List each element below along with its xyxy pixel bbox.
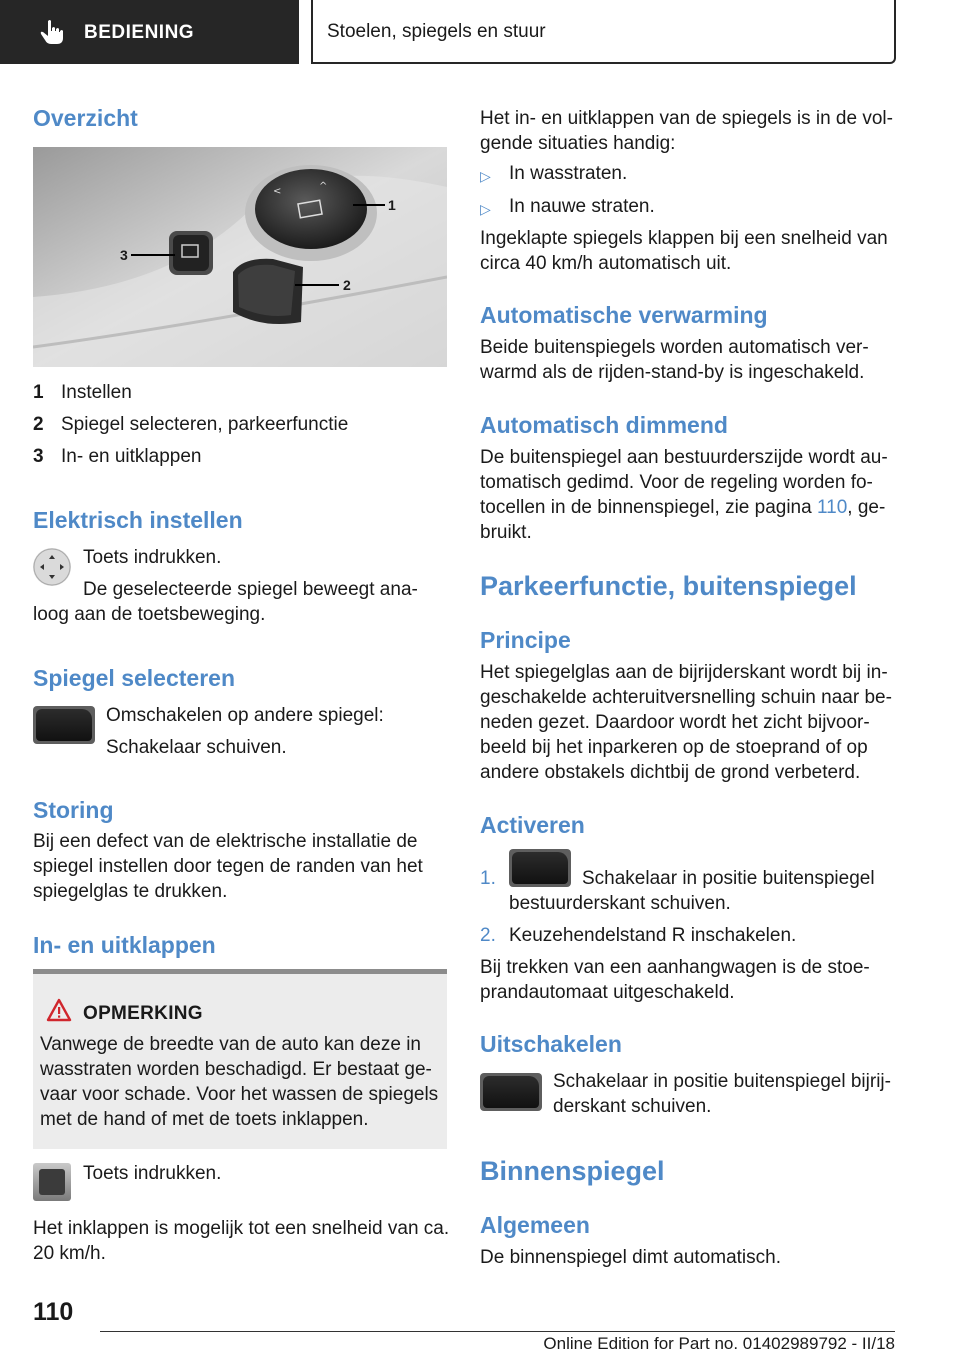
- text-trailer: Bij trekken van een aanhangwagen is de stoe-: [480, 957, 870, 978]
- chapter-title: Stoelen, spiegels en stuur: [327, 20, 546, 42]
- text-slide-switch: Schakelaar schuiven.: [106, 737, 287, 758]
- legend-number: 1: [33, 382, 44, 403]
- photo-callout-2: 2: [343, 277, 351, 293]
- text-principle: geschakelde achteruitversnelling schuin naar be-: [480, 687, 892, 708]
- text-dimming: bruikt.: [480, 522, 532, 543]
- text-principle: neden gezet. Daardoor wordt het zicht bijvoor-: [480, 712, 870, 733]
- notice-line: vaar voor schade. Voor het wassen de spiegels: [40, 1084, 439, 1105]
- warning-triangle-icon: [46, 998, 72, 1022]
- photo-callout-1: 1: [388, 197, 396, 213]
- text-switch-mirror: Omschakelen op andere spiegel:: [106, 705, 384, 726]
- mirror-joystick-icon: [33, 548, 71, 586]
- text-intro: Het in- en uitklappen van de spiegels is in de vol-: [480, 108, 893, 129]
- step-number: 1.: [480, 868, 496, 889]
- text-fold-back: circa 40 km/h automatisch uit.: [480, 253, 732, 274]
- text-heating: Beide buitenspiegels worden automatisch ver-: [480, 337, 869, 358]
- text-dimming-part: tocellen in de binnenspiegel, zie pagina: [480, 497, 817, 518]
- step-text: Keuzehendelstand R inschakelen.: [509, 925, 797, 946]
- text-press-button: Toets indrukken.: [83, 547, 222, 568]
- notice-line: met de hand of met de toets inklappen.: [40, 1109, 369, 1130]
- text-trailer: prandautomaat uitgeschakeld.: [480, 982, 735, 1003]
- svg-text:^: ^: [319, 181, 328, 192]
- text-principle: andere obstakels dichtbij de grond verbeterd.: [480, 762, 861, 783]
- mirror-switch-icon: [33, 706, 95, 744]
- text-deactivate: Schakelaar in positie buitenspiegel bijrij-: [553, 1071, 891, 1092]
- mirror-switch-icon: [509, 849, 571, 887]
- fold-mirror-button-icon: [33, 1163, 71, 1201]
- text-general: De binnenspiegel dimt automatisch.: [480, 1247, 782, 1268]
- text-dimming: [480, 495, 885, 520]
- text-mirror-moves-cont: loog aan de toetsbeweging.: [33, 604, 266, 625]
- page-link[interactable]: 110: [816, 497, 848, 518]
- bullet-text: In wasstraten.: [509, 163, 628, 184]
- heading-dimming: Automatisch dimmend: [480, 412, 728, 438]
- heading-principle: Principe: [480, 627, 571, 653]
- heading-overview: Overzicht: [33, 105, 138, 131]
- text-dimming: tomatisch gedimd. Voor de regeling worden fo-: [480, 472, 873, 493]
- step-text: bestuurderskant schuiven.: [509, 893, 731, 914]
- mirror-switch-icon: [480, 1073, 542, 1111]
- mirror-control-photo: [33, 147, 447, 367]
- notice-body: [40, 1032, 440, 1132]
- notice-title: OPMERKING: [83, 1003, 203, 1024]
- text-dimming: De buitenspiegel aan bestuurderszijde wordt au-: [480, 447, 888, 468]
- text-fault: Bij een defect van de elektrische installatie de: [33, 831, 418, 852]
- footer-edition: Online Edition for Part no. 01402989792 - II/18: [543, 1334, 895, 1353]
- heading-general: Algemeen: [480, 1212, 590, 1238]
- legend-number: 3: [33, 446, 44, 467]
- legend-text: In- en uitklappen: [61, 446, 202, 467]
- bullet-triangle-icon: ▷: [480, 201, 491, 217]
- notice-line: wasstraten worden beschadigd. Er bestaat ge-: [40, 1059, 432, 1080]
- header-chapter: [311, 0, 896, 64]
- photo-callout-3: 3: [120, 247, 128, 263]
- legend-number: 2: [33, 414, 44, 435]
- legend-text: Spiegel selecteren, parkeerfunctie: [61, 414, 349, 435]
- heading-select-mirror: Spiegel selecteren: [33, 665, 235, 691]
- section-label: BEDIENING: [84, 21, 195, 43]
- heading-activate: Activeren: [480, 812, 585, 838]
- heading-fault: Storing: [33, 797, 114, 823]
- step-text: Schakelaar in positie buitenspiegel: [582, 868, 875, 889]
- bullet-triangle-icon: ▷: [480, 168, 491, 184]
- text-heating: warmd als de rijden-stand-by is ingeschakeld.: [480, 362, 865, 383]
- header-section-tab: [0, 0, 299, 64]
- text-dimming-part: , ge-: [847, 497, 886, 518]
- bullet-text: In nauwe straten.: [509, 196, 655, 217]
- svg-text:<: <: [273, 186, 282, 197]
- text-mirror-moves: De geselecteerde spiegel beweegt ana-: [83, 579, 418, 600]
- page-number: 110: [33, 1298, 74, 1326]
- step-number: 2.: [480, 925, 496, 946]
- text-deactivate: derskant schuiven.: [553, 1096, 712, 1117]
- text-principle: beeld bij het inparkeren op de stoeprand of op: [480, 737, 868, 758]
- text-fold-press: Toets indrukken.: [83, 1163, 222, 1184]
- heading-parking-function: Parkeerfunctie, buitenspiegel: [480, 571, 857, 601]
- heading-fold: In- en uitklappen: [33, 932, 216, 958]
- text-fold-speed: Het inklappen is mogelijk tot een snelheid van ca.: [33, 1218, 450, 1239]
- text-fault: spiegelglas te drukken.: [33, 881, 228, 902]
- notice-line: Vanwege de breedte van de auto kan deze in: [40, 1034, 421, 1055]
- hand-icon: [38, 18, 66, 46]
- text-intro: gende situaties handig:: [480, 133, 676, 154]
- text-principle: Het spiegelglas aan de bijrijderskant wordt bij in-: [480, 662, 888, 683]
- heading-heating: Automatische verwarming: [480, 302, 768, 328]
- heading-deactivate: Uitschakelen: [480, 1031, 622, 1057]
- heading-interior-mirror: Binnenspiegel: [480, 1156, 665, 1186]
- notice-box: [33, 969, 447, 1149]
- heading-electric-adjust: Elektrisch instellen: [33, 507, 243, 533]
- legend-text: Instellen: [61, 382, 132, 403]
- text-fold-speed: 20 km/h.: [33, 1243, 106, 1264]
- text-fault: spiegel instellen door tegen de randen van het: [33, 856, 423, 877]
- text-fold-back: Ingeklapte spiegels klappen bij een snelheid van: [480, 228, 888, 249]
